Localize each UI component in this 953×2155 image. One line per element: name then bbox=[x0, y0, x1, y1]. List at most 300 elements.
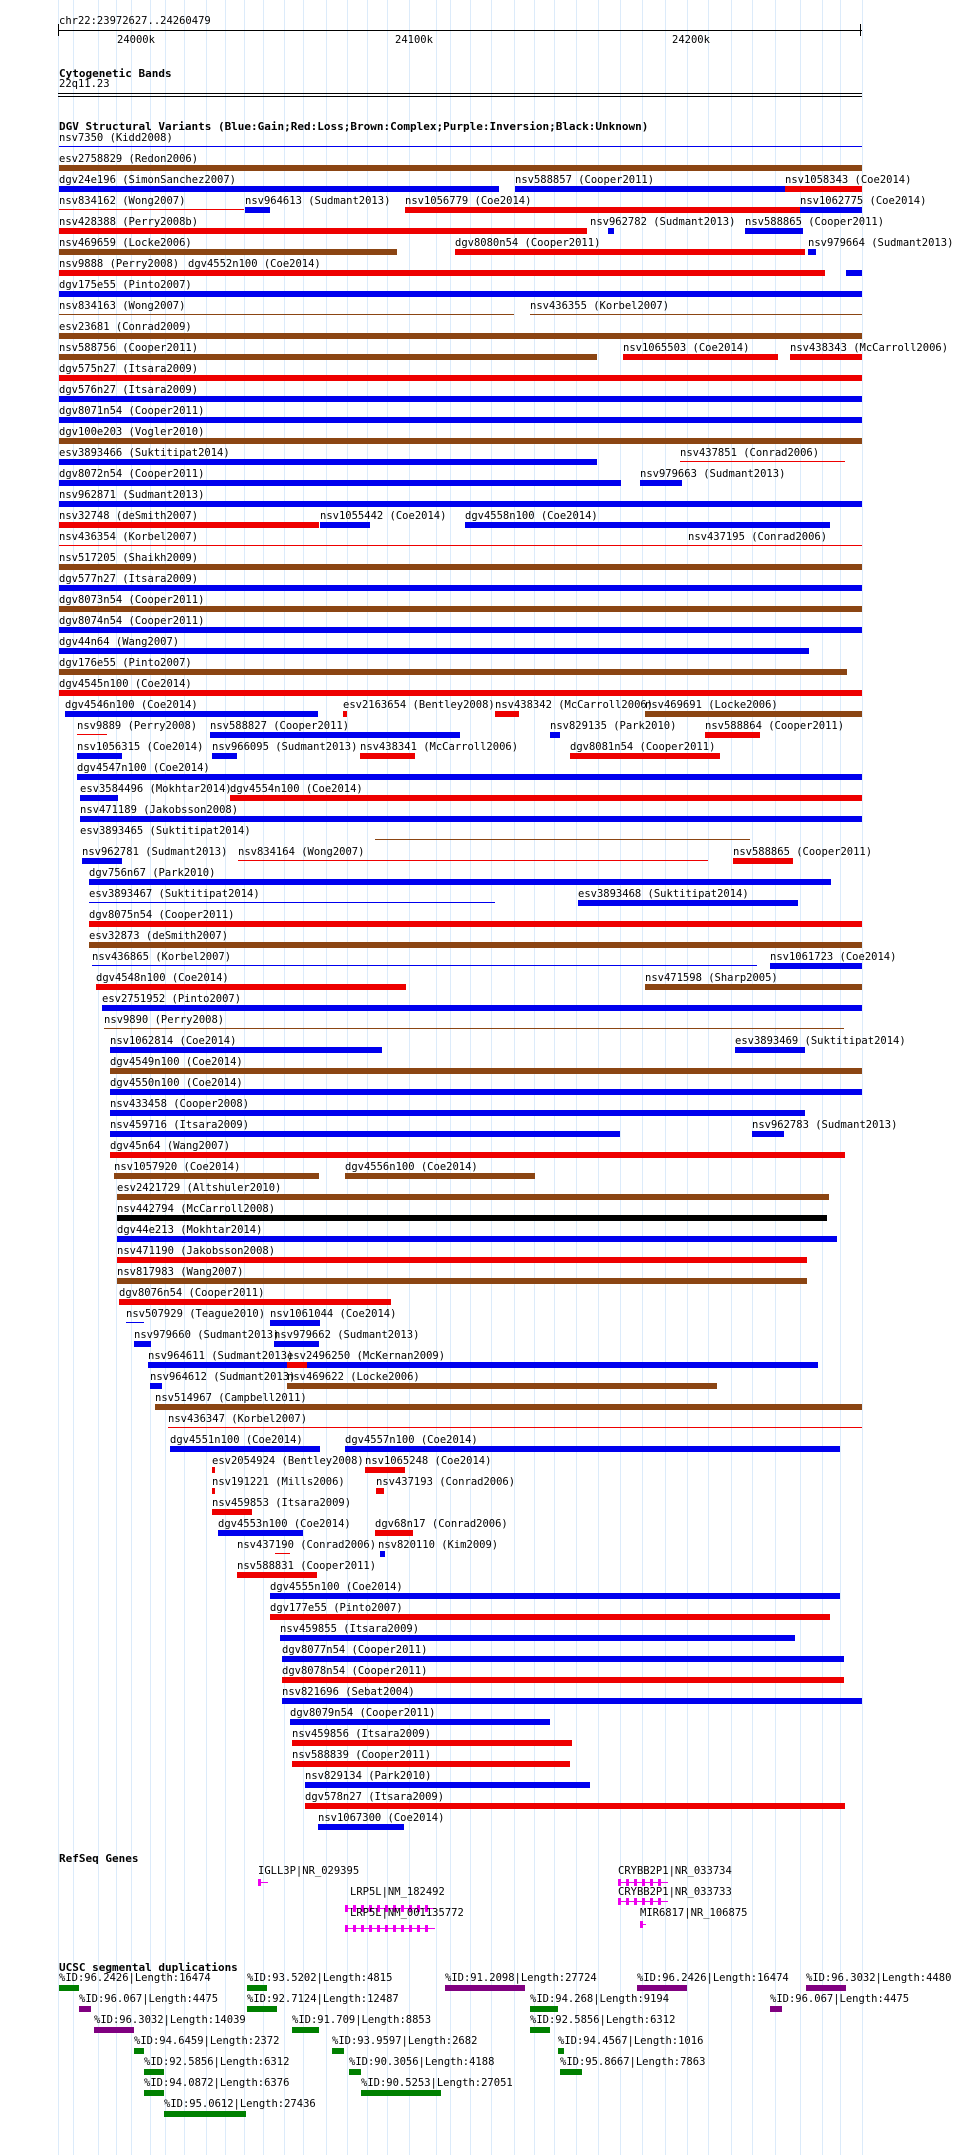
sv-label: nsv459716 (Itsara2009) bbox=[110, 1119, 250, 1131]
sv-label: esv2421729 (Altshuler2010) bbox=[117, 1182, 282, 1194]
segdup-bar[interactable] bbox=[247, 1985, 267, 1991]
gene-exon bbox=[642, 1879, 645, 1886]
segdup-label: %ID:96.3032|Length:4480 bbox=[806, 1972, 952, 1984]
sv-bar[interactable] bbox=[238, 860, 708, 861]
sv-bar[interactable] bbox=[745, 228, 803, 234]
sv-bar[interactable] bbox=[168, 1427, 862, 1428]
grid-line bbox=[303, 0, 304, 2155]
sv-bar[interactable] bbox=[785, 186, 862, 192]
sv-bar[interactable] bbox=[59, 459, 597, 465]
sv-bar[interactable] bbox=[150, 1383, 162, 1389]
sv-label: nsv834162 (Wong2007) bbox=[59, 195, 186, 207]
sv-label: nsv507929 (Teague2010) bbox=[126, 1308, 266, 1320]
sv-bar[interactable] bbox=[360, 753, 415, 759]
sv-bar[interactable] bbox=[110, 1068, 862, 1074]
sv-bar[interactable] bbox=[345, 1173, 535, 1179]
grid-line bbox=[642, 0, 643, 2155]
sv-bar[interactable] bbox=[800, 207, 862, 213]
sv-bar[interactable] bbox=[110, 1131, 620, 1137]
sv-label: nsv438342 (McCarroll2006) bbox=[495, 699, 654, 711]
sv-label: esv32873 (deSmith2007) bbox=[89, 930, 229, 942]
sv-bar[interactable] bbox=[104, 1028, 844, 1029]
sv-label: nsv966095 (Sudmant2013) bbox=[212, 741, 358, 753]
grid-line bbox=[534, 0, 535, 2155]
segdup-label: %ID:92.5856|Length:6312 bbox=[144, 2056, 290, 2068]
sv-label: dgv8072n54 (Cooper2011) bbox=[59, 468, 205, 480]
sv-label: dgv8079n54 (Cooper2011) bbox=[290, 1707, 436, 1719]
sv-bar[interactable] bbox=[59, 606, 862, 612]
sv-bar[interactable] bbox=[96, 984, 406, 990]
sv-label: nsv829134 (Park2010) bbox=[305, 1770, 432, 1782]
sv-label: nsv437190 (Conrad2006) bbox=[237, 1539, 377, 1551]
sv-bar[interactable] bbox=[126, 1322, 144, 1323]
sv-bar[interactable] bbox=[405, 207, 800, 213]
sv-label: nsv588864 (Cooper2011) bbox=[705, 720, 845, 732]
sv-label: dgv8075n54 (Cooper2011) bbox=[89, 909, 235, 921]
sv-bar[interactable] bbox=[59, 669, 847, 675]
gene-exon bbox=[626, 1879, 629, 1886]
segdup-bar[interactable] bbox=[134, 2048, 144, 2054]
sv-label: dgv4552n100 (Coe2014) bbox=[188, 258, 321, 270]
gene-exon bbox=[658, 1879, 661, 1886]
sv-label: nsv436354 (Korbel2007) bbox=[59, 531, 199, 543]
ruler-tick-label: 24200k bbox=[672, 34, 710, 46]
gene-exon bbox=[634, 1898, 637, 1905]
sv-bar[interactable] bbox=[59, 480, 621, 486]
gene-exon bbox=[409, 1925, 412, 1932]
sv-bar[interactable] bbox=[645, 984, 862, 990]
sv-bar[interactable] bbox=[59, 270, 825, 276]
sv-bar[interactable] bbox=[59, 354, 597, 360]
sv-label: nsv459853 (Itsara2009) bbox=[212, 1497, 352, 1509]
segdup-label: %ID:95.8667|Length:7863 bbox=[560, 2056, 706, 2068]
sv-bar[interactable] bbox=[245, 207, 270, 213]
sv-bar[interactable] bbox=[65, 711, 318, 717]
sv-bar[interactable] bbox=[270, 1614, 830, 1620]
sv-label: dgv4556n100 (Coe2014) bbox=[345, 1161, 478, 1173]
sv-label: nsv962781 (Sudmant2013) bbox=[82, 846, 228, 858]
sv-bar[interactable] bbox=[705, 732, 760, 738]
sv-bar[interactable] bbox=[59, 627, 862, 633]
sv-bar[interactable] bbox=[282, 1677, 844, 1683]
sv-label: dgv4558n100 (Coe2014) bbox=[465, 510, 598, 522]
sv-label: nsv442794 (McCarroll2008) bbox=[117, 1203, 276, 1215]
sv-label: nsv820110 (Kim2009) bbox=[378, 1539, 499, 1551]
grid-line bbox=[687, 0, 688, 2155]
segdup-label: %ID:96.067|Length:4475 bbox=[770, 1993, 910, 2005]
grid-line bbox=[822, 0, 823, 2155]
sv-label: dgv4550n100 (Coe2014) bbox=[110, 1077, 243, 1089]
sv-bar[interactable] bbox=[846, 270, 862, 276]
sv-label: nsv588839 (Cooper2011) bbox=[292, 1749, 432, 1761]
sv-label: nsv979663 (Sudmant2013) bbox=[640, 468, 786, 480]
segdup-bar[interactable] bbox=[558, 2048, 564, 2054]
sv-label: dgv4548n100 (Coe2014) bbox=[96, 972, 229, 984]
sv-bar[interactable] bbox=[270, 1593, 840, 1599]
segdup-label: %ID:94.4567|Length:1016 bbox=[558, 2035, 704, 2047]
sv-bar[interactable] bbox=[89, 879, 831, 885]
sv-bar[interactable] bbox=[608, 228, 614, 234]
sv-bar[interactable] bbox=[117, 1278, 807, 1284]
gene-label: IGLL3P|NR_029395 bbox=[258, 1865, 360, 1877]
segdup-label: %ID:96.067|Length:4475 bbox=[79, 1993, 219, 2005]
sv-bar[interactable] bbox=[380, 1551, 385, 1557]
sv-bar[interactable] bbox=[89, 902, 495, 903]
cyto-band-line bbox=[58, 93, 862, 94]
grid-line bbox=[284, 0, 285, 2155]
gene-exon bbox=[634, 1879, 637, 1886]
gene-exon bbox=[353, 1925, 356, 1932]
sv-label: nsv1065248 (Coe2014) bbox=[365, 1455, 492, 1467]
sv-bar[interactable] bbox=[578, 900, 798, 906]
segdup-bar[interactable] bbox=[770, 2006, 782, 2012]
grid-line bbox=[752, 0, 753, 2155]
sv-label: dgv4546n100 (Coe2014) bbox=[65, 699, 198, 711]
sv-bar[interactable] bbox=[375, 839, 750, 840]
segdup-label: %ID:93.9597|Length:2682 bbox=[332, 2035, 478, 2047]
sv-label: dgv575n27 (Itsara2009) bbox=[59, 363, 199, 375]
sv-label: nsv962871 (Sudmant2013) bbox=[59, 489, 205, 501]
segdup-label: %ID:90.5253|Length:27051 bbox=[361, 2077, 513, 2089]
sv-label: nsv9888 (Perry2008) bbox=[59, 258, 180, 270]
sv-label: nsv469622 (Locke2006) bbox=[287, 1371, 420, 1383]
sv-label: nsv436355 (Korbel2007) bbox=[530, 300, 670, 312]
segdup-bar[interactable] bbox=[94, 2027, 134, 2033]
cyto-track-title: Cytogenetic Bands bbox=[59, 67, 172, 80]
sv-bar[interactable] bbox=[212, 1467, 215, 1473]
segdup-label: %ID:96.2426|Length:16474 bbox=[59, 1972, 211, 1984]
sv-bar[interactable] bbox=[287, 1383, 717, 1389]
sv-bar[interactable] bbox=[305, 1782, 590, 1788]
sv-label: nsv588827 (Cooper2011) bbox=[210, 720, 350, 732]
sv-bar[interactable] bbox=[290, 1719, 550, 1725]
sv-bar[interactable] bbox=[282, 1656, 844, 1662]
sv-bar[interactable] bbox=[465, 522, 830, 528]
sv-bar[interactable] bbox=[59, 186, 499, 192]
sv-label: nsv428388 (Perry2008b) bbox=[59, 216, 199, 228]
sv-bar[interactable] bbox=[292, 1761, 570, 1767]
sv-bar[interactable] bbox=[212, 753, 237, 759]
segdup-bar[interactable] bbox=[247, 2006, 277, 2012]
sv-label: nsv821696 (Sebat2004) bbox=[282, 1686, 415, 1698]
sv-label: dgv756n67 (Park2010) bbox=[89, 867, 216, 879]
segdup-label: %ID:96.2426|Length:16474 bbox=[637, 1972, 789, 1984]
sv-bar[interactable] bbox=[59, 648, 809, 654]
sv-bar[interactable] bbox=[455, 249, 805, 255]
sv-bar[interactable] bbox=[275, 1553, 290, 1554]
segdup-label: %ID:94.6459|Length:2372 bbox=[134, 2035, 280, 2047]
ruler-tick-label: 24000k bbox=[117, 34, 155, 46]
grid-line bbox=[514, 0, 515, 2155]
sv-bar[interactable] bbox=[280, 1635, 795, 1641]
sv-label: dgv8076n54 (Cooper2011) bbox=[119, 1287, 265, 1299]
sv-bar[interactable] bbox=[117, 1236, 837, 1242]
sv-label: dgv4551n100 (Coe2014) bbox=[170, 1434, 303, 1446]
sv-label: nsv1055442 (Coe2014) bbox=[320, 510, 447, 522]
gene-exon bbox=[425, 1925, 428, 1932]
sv-label: dgv8078n54 (Cooper2011) bbox=[282, 1665, 428, 1677]
gene-label: CRYBB2P1|NR_033733 bbox=[618, 1886, 732, 1898]
grid-line bbox=[244, 0, 245, 2155]
sv-bar[interactable] bbox=[80, 816, 862, 822]
sv-label: dgv44e213 (Mokhtar2014) bbox=[117, 1224, 263, 1236]
sv-bar[interactable] bbox=[640, 480, 682, 486]
sv-bar[interactable] bbox=[59, 396, 862, 402]
sv-label: nsv979664 (Sudmant2013) bbox=[808, 237, 953, 249]
sv-label: nsv979660 (Sudmant2013) bbox=[134, 1329, 280, 1341]
sv-bar[interactable] bbox=[59, 690, 862, 696]
grid-line bbox=[367, 0, 368, 2155]
refseq-track-title: RefSeq Genes bbox=[59, 1852, 139, 1865]
sv-bar[interactable] bbox=[345, 1446, 840, 1452]
gene-label: LRP5L|NM_001135772 bbox=[350, 1907, 464, 1919]
sv-bar[interactable] bbox=[59, 333, 862, 339]
grid-line bbox=[554, 0, 555, 2155]
sv-bar[interactable] bbox=[117, 1257, 807, 1263]
sv-bar[interactable] bbox=[530, 314, 862, 315]
segdup-bar[interactable] bbox=[144, 2069, 164, 2075]
sv-bar[interactable] bbox=[376, 1488, 384, 1494]
sv-bar[interactable] bbox=[210, 732, 460, 738]
gene-exon bbox=[626, 1898, 629, 1905]
sv-bar[interactable] bbox=[155, 1404, 862, 1410]
grid-line bbox=[620, 0, 621, 2155]
sv-bar[interactable] bbox=[59, 522, 319, 528]
sv-bar[interactable] bbox=[688, 545, 818, 546]
segdup-bar[interactable] bbox=[445, 1985, 525, 1991]
sv-label: nsv588857 (Cooper2011) bbox=[515, 174, 655, 186]
gene-exon bbox=[658, 1898, 661, 1905]
sv-label: nsv964611 (Sudmant2013) bbox=[148, 1350, 294, 1362]
segdup-label: %ID:92.5856|Length:6312 bbox=[530, 2014, 676, 2026]
sv-bar[interactable] bbox=[59, 438, 862, 444]
gene-label: CRYBB2P1|NR_033734 bbox=[618, 1865, 732, 1877]
sv-bar[interactable] bbox=[680, 461, 845, 462]
sv-label: nsv471190 (Jakobsson2008) bbox=[117, 1245, 276, 1257]
sv-bar[interactable] bbox=[59, 564, 862, 570]
sv-bar[interactable] bbox=[134, 1341, 151, 1347]
sv-label: dgv4553n100 (Coe2014) bbox=[218, 1518, 351, 1530]
cyto-band-line bbox=[58, 96, 862, 97]
sv-label: nsv469691 (Locke2006) bbox=[645, 699, 778, 711]
gene-line[interactable] bbox=[345, 1928, 435, 1929]
segdup-bar[interactable] bbox=[164, 2111, 246, 2117]
sv-label: nsv471189 (Jakobsson2008) bbox=[80, 804, 239, 816]
sv-label: nsv437195 (Conrad2006) bbox=[688, 531, 828, 543]
sv-bar[interactable] bbox=[623, 354, 778, 360]
coordinate-ruler[interactable] bbox=[58, 24, 862, 48]
sv-label: nsv517205 (Shaikh2009) bbox=[59, 552, 199, 564]
sv-bar[interactable] bbox=[89, 942, 862, 948]
sv-label: nsv964613 (Sudmant2013) bbox=[245, 195, 391, 207]
sv-label: dgv4554n100 (Coe2014) bbox=[230, 783, 363, 795]
sv-label: dgv8073n54 (Cooper2011) bbox=[59, 594, 205, 606]
sv-label: nsv191221 (Mills2006) bbox=[212, 1476, 345, 1488]
sv-bar[interactable] bbox=[230, 795, 862, 801]
sv-bar[interactable] bbox=[515, 186, 800, 192]
sv-bar[interactable] bbox=[59, 228, 587, 234]
sv-bar[interactable] bbox=[570, 753, 720, 759]
sv-bar[interactable] bbox=[212, 1488, 215, 1494]
sv-bar[interactable] bbox=[270, 1320, 320, 1326]
sv-bar[interactable] bbox=[110, 1152, 845, 1158]
sv-bar[interactable] bbox=[110, 1047, 382, 1053]
sv-label: dgv4547n100 (Coe2014) bbox=[77, 762, 210, 774]
sv-bar[interactable] bbox=[59, 209, 244, 210]
sv-bar[interactable] bbox=[114, 1173, 319, 1179]
sv-bar[interactable] bbox=[645, 711, 862, 717]
sv-label: nsv32748 (deSmith2007) bbox=[59, 510, 199, 522]
sv-label: nsv9890 (Perry2008) bbox=[104, 1014, 225, 1026]
sv-bar[interactable] bbox=[119, 1299, 391, 1305]
sv-bar[interactable] bbox=[343, 711, 347, 717]
sv-bar[interactable] bbox=[89, 921, 862, 927]
sv-label: esv3893466 (Suktitipat2014) bbox=[59, 447, 230, 459]
sv-bar[interactable] bbox=[212, 1509, 252, 1515]
sv-bar[interactable] bbox=[790, 354, 862, 360]
segdup-bar[interactable] bbox=[292, 2027, 319, 2033]
sv-label: esv2163654 (Bentley2008) bbox=[343, 699, 495, 711]
sv-bar[interactable] bbox=[274, 1341, 319, 1347]
sv-bar[interactable] bbox=[77, 734, 107, 735]
segdup-bar[interactable] bbox=[560, 2069, 582, 2075]
sv-label: nsv817983 (Wang2007) bbox=[117, 1266, 244, 1278]
segdup-bar[interactable] bbox=[349, 2069, 361, 2075]
sv-label: dgv8074n54 (Cooper2011) bbox=[59, 615, 205, 627]
sv-label: esv3893467 (Suktitipat2014) bbox=[89, 888, 260, 900]
segdup-bar[interactable] bbox=[144, 2090, 164, 2096]
sv-bar[interactable] bbox=[59, 249, 397, 255]
sv-bar[interactable] bbox=[80, 795, 118, 801]
sv-bar[interactable] bbox=[770, 963, 862, 969]
segdup-label: %ID:92.7124|Length:12487 bbox=[247, 1993, 399, 2005]
sv-label: dgv8077n54 (Cooper2011) bbox=[282, 1644, 428, 1656]
grid-line bbox=[450, 0, 451, 2155]
sv-bar[interactable] bbox=[59, 417, 862, 423]
sv-bar[interactable] bbox=[148, 1362, 818, 1368]
sv-bar[interactable] bbox=[59, 146, 862, 147]
sv-bar[interactable] bbox=[102, 1005, 862, 1011]
sv-label: dgv4545n100 (Coe2014) bbox=[59, 678, 192, 690]
sv-label: dgv578n27 (Itsara2009) bbox=[305, 1791, 445, 1803]
sv-bar[interactable] bbox=[59, 291, 862, 297]
sv-bar[interactable] bbox=[365, 1467, 405, 1473]
sv-label: nsv588831 (Cooper2011) bbox=[237, 1560, 377, 1572]
segdup-label: %ID:94.268|Length:9194 bbox=[530, 1993, 670, 2005]
sv-bar[interactable] bbox=[375, 1530, 413, 1536]
sv-bar[interactable] bbox=[82, 858, 122, 864]
grid-line bbox=[598, 0, 599, 2155]
sv-label: nsv964612 (Sudmant2013) bbox=[150, 1371, 296, 1383]
sv-label: nsv1061723 (Coe2014) bbox=[770, 951, 897, 963]
sv-bar[interactable] bbox=[59, 501, 862, 507]
sv-bar[interactable] bbox=[59, 314, 514, 315]
segdup-bar[interactable] bbox=[332, 2048, 344, 2054]
segdup-bar[interactable] bbox=[530, 2027, 550, 2033]
sv-bar[interactable] bbox=[59, 165, 862, 171]
segdup-bar[interactable] bbox=[59, 1985, 79, 1991]
sv-bar[interactable] bbox=[292, 1740, 572, 1746]
gene-exon bbox=[650, 1898, 653, 1905]
segdup-label: %ID:91.2098|Length:27724 bbox=[445, 1972, 597, 1984]
position-label: chr22:23972627..24260479 bbox=[59, 15, 211, 27]
sv-label: dgv4555n100 (Coe2014) bbox=[270, 1581, 403, 1593]
sv-bar[interactable] bbox=[77, 774, 862, 780]
sv-label: dgv68n17 (Conrad2006) bbox=[375, 1518, 508, 1530]
gene-label: LRP5L|NM_182492 bbox=[350, 1886, 445, 1898]
sv-label: esv23681 (Conrad2009) bbox=[59, 321, 192, 333]
sv-label: esv3893468 (Suktitipat2014) bbox=[578, 888, 749, 900]
sv-bar[interactable] bbox=[59, 585, 862, 591]
sv-label: nsv962782 (Sudmant2013) bbox=[590, 216, 736, 228]
sv-bar[interactable] bbox=[808, 249, 816, 255]
sv-label: dgv8080n54 (Cooper2011) bbox=[455, 237, 601, 249]
sv-bar[interactable] bbox=[287, 1362, 307, 1368]
segdup-label: %ID:95.0612|Length:27436 bbox=[164, 2098, 316, 2110]
segdup-bar[interactable] bbox=[79, 2006, 91, 2012]
gene-exon bbox=[369, 1925, 372, 1932]
gene-exon bbox=[377, 1925, 380, 1932]
sv-bar[interactable] bbox=[282, 1698, 862, 1704]
gene-exon bbox=[650, 1879, 653, 1886]
grid-line bbox=[800, 0, 801, 2155]
grid-line bbox=[731, 0, 732, 2155]
sv-label: esv3584496 (Mokhtar2014) bbox=[80, 783, 232, 795]
sv-bar[interactable] bbox=[495, 711, 519, 717]
sv-bar[interactable] bbox=[110, 1089, 862, 1095]
segdup-label: %ID:91.709|Length:8853 bbox=[292, 2014, 432, 2026]
sv-label: nsv9889 (Perry2008) bbox=[77, 720, 198, 732]
sv-label: nsv471598 (Sharp2005) bbox=[645, 972, 778, 984]
sv-bar[interactable] bbox=[550, 732, 560, 738]
sv-label: nsv1067300 (Coe2014) bbox=[318, 1812, 445, 1824]
gene-exon bbox=[642, 1898, 645, 1905]
sv-bar[interactable] bbox=[735, 1047, 805, 1053]
sv-bar[interactable] bbox=[110, 1110, 805, 1116]
sv-bar[interactable] bbox=[733, 858, 793, 864]
grid-line bbox=[409, 0, 410, 2155]
sv-bar[interactable] bbox=[59, 375, 862, 381]
sv-bar[interactable] bbox=[170, 1446, 320, 1452]
sv-label: esv3893465 (Suktitipat2014) bbox=[80, 825, 251, 837]
segdup-bar[interactable] bbox=[637, 1985, 687, 1991]
sv-label: dgv577n27 (Itsara2009) bbox=[59, 573, 199, 585]
sv-bar[interactable] bbox=[218, 1530, 303, 1536]
gene-exon bbox=[393, 1925, 396, 1932]
sv-bar[interactable] bbox=[77, 753, 122, 759]
sv-bar[interactable] bbox=[92, 965, 757, 966]
sv-bar[interactable] bbox=[318, 1824, 404, 1830]
sv-bar[interactable] bbox=[752, 1131, 784, 1137]
sv-bar[interactable] bbox=[237, 1572, 317, 1578]
sv-bar[interactable] bbox=[117, 1194, 829, 1200]
sv-bar[interactable] bbox=[305, 1803, 845, 1809]
sv-bar[interactable] bbox=[320, 522, 370, 528]
gene-exon bbox=[385, 1925, 388, 1932]
sv-label: nsv1056315 (Coe2014) bbox=[77, 741, 204, 753]
sv-label: nsv438341 (McCarroll2006) bbox=[360, 741, 519, 753]
sv-label: dgv175e55 (Pinto2007) bbox=[59, 279, 192, 291]
sv-label: nsv1062775 (Coe2014) bbox=[800, 195, 927, 207]
segdup-bar[interactable] bbox=[806, 1985, 846, 1991]
sv-label: nsv1057920 (Coe2014) bbox=[114, 1161, 241, 1173]
segdup-bar[interactable] bbox=[361, 2090, 441, 2096]
sv-label: nsv459856 (Itsara2009) bbox=[292, 1728, 432, 1740]
sv-bar[interactable] bbox=[117, 1215, 827, 1221]
grid-line bbox=[708, 0, 709, 2155]
ruler-tick-label: 24100k bbox=[395, 34, 433, 46]
segdup-bar[interactable] bbox=[530, 2006, 558, 2012]
